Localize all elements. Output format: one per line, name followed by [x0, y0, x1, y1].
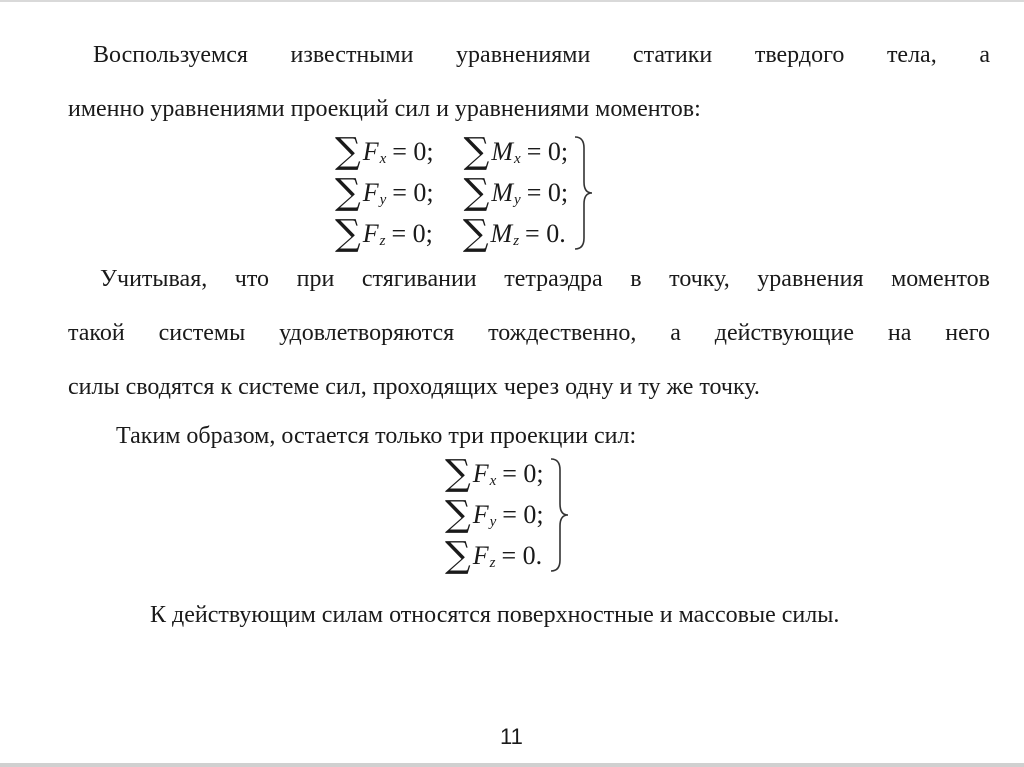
equation-row-y — [445, 494, 544, 535]
force-var: F — [472, 500, 489, 529]
equation-row-y — [335, 172, 569, 213]
sum-symbol: ∑ — [445, 453, 471, 494]
equations-forces-moments — [335, 131, 594, 254]
paragraph-tetrahedron-line-1: Учитывая, что при стягивании тетраэдра в точку, уравнения моментов — [100, 266, 990, 292]
sum-symbol: ∑ — [445, 535, 471, 576]
equation-row-x — [445, 453, 544, 494]
force-var: F — [362, 137, 379, 166]
moment-var: M — [491, 137, 514, 166]
force-var: F — [472, 541, 489, 570]
equation-row-x — [335, 131, 569, 172]
force-rhs: = 0; — [502, 500, 544, 529]
paragraph-intro-line-1: Воспользуемся известными уравнениями статики твердого тела, а — [93, 42, 990, 68]
paragraph-intro-line-2: именно уравнениями проекций сил и уравнениями моментов: — [68, 96, 701, 122]
force-rhs: = 0; — [392, 137, 434, 166]
paragraph-three-projections: Таким образом, остается только три проекции сил: — [116, 423, 637, 449]
equation-row-z — [445, 535, 544, 576]
force-sub: y — [379, 191, 387, 208]
paragraph-tetrahedron — [68, 252, 990, 414]
force-rhs: = 0; — [392, 178, 434, 207]
paragraph-acting-forces: К действующим силам относятся поверхностные и массовые силы. — [150, 602, 840, 628]
force-sub: y — [489, 513, 497, 530]
equations-forces — [445, 453, 570, 576]
page-number: 11 — [500, 724, 523, 749]
moment-rhs: = 0; — [526, 137, 569, 166]
moment-var: M — [490, 219, 513, 248]
force-rhs: = 0; — [391, 219, 433, 248]
sum-symbol: ∑ — [463, 172, 490, 213]
equations-column — [335, 131, 569, 254]
sum-symbol: ∑ — [335, 131, 361, 172]
force-var: F — [362, 219, 379, 248]
sum-symbol: ∑ — [445, 494, 471, 535]
force-sub: z — [379, 232, 386, 249]
right-brace — [548, 456, 570, 574]
sum-symbol: ∑ — [335, 213, 361, 254]
equations-column — [445, 453, 544, 576]
paragraph-tetrahedron-line-3: силы сводятся к системе сил, проходящих через одну и ту же точку. — [68, 374, 760, 400]
bottom-border — [0, 763, 1024, 767]
moment-rhs: = 0; — [526, 178, 569, 207]
moment-var: M — [491, 178, 514, 207]
sum-symbol: ∑ — [462, 213, 489, 254]
moment-sub: y — [514, 191, 521, 208]
force-var: F — [362, 178, 379, 207]
force-sub: z — [489, 554, 496, 571]
force-var: F — [472, 459, 489, 488]
force-rhs: = 0. — [501, 541, 543, 570]
equation-row-z — [335, 213, 568, 254]
paragraph-tetrahedron-line-2: такой системы удовлетворяются тождественно, а действующие на него — [68, 320, 990, 346]
top-border — [0, 0, 1024, 2]
force-rhs: = 0; — [502, 459, 544, 488]
sum-symbol: ∑ — [463, 131, 490, 172]
moment-rhs: = 0. — [525, 219, 566, 248]
paragraph-intro — [68, 28, 990, 136]
force-sub: x — [489, 472, 497, 489]
force-sub: x — [379, 150, 387, 167]
sum-symbol: ∑ — [335, 172, 361, 213]
right-brace — [572, 134, 594, 252]
moment-sub: x — [514, 150, 521, 167]
moment-sub: z — [513, 232, 520, 249]
